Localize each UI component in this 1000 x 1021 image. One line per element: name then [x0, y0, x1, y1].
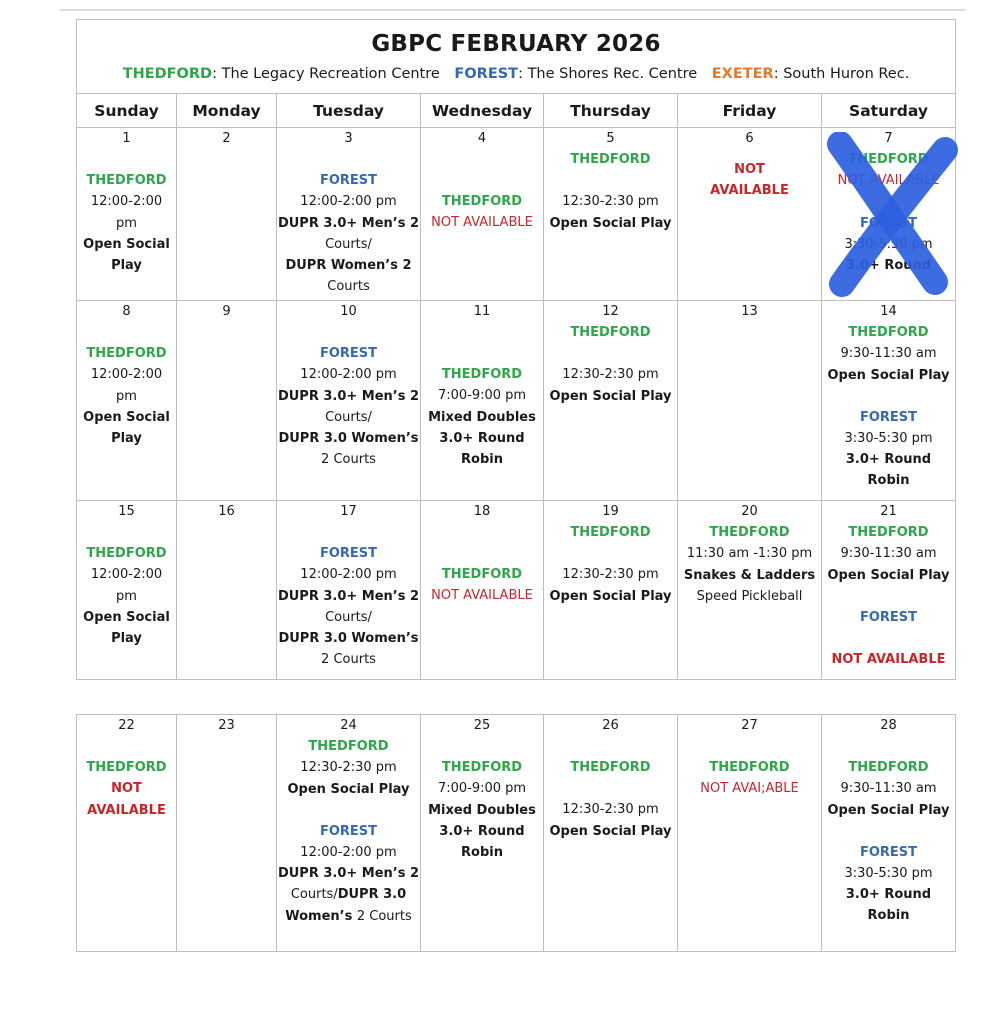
day-cell-11 [421, 301, 544, 501]
day-cell-2 [177, 128, 277, 301]
day-number: 10 [340, 304, 357, 319]
event-line: 11:30 am -1:30 pm [686, 546, 813, 562]
calendar [76, 19, 955, 952]
day-number: 23 [218, 718, 235, 733]
event-line: 12:00-2:00 [90, 194, 163, 210]
day-number: 25 [473, 718, 491, 733]
event-line: Robin [461, 452, 503, 468]
location-label: FOREST [319, 173, 378, 189]
location-label: FOREST [319, 823, 378, 839]
legend-item-thedford: THEDFORD: The Legacy Recreation Centre [122, 66, 440, 82]
day-cell-13 [678, 301, 822, 501]
day-cell-18 [421, 501, 544, 680]
location-label: FOREST [859, 215, 918, 231]
event-line: DUPR 3.0+ Men’s 2 [277, 215, 420, 231]
location-label: THEDFORD [86, 546, 167, 562]
location-label: THEDFORD [441, 567, 523, 583]
event-line: NOT AVAILABLE [831, 652, 946, 668]
day-number: 7 [884, 131, 893, 146]
event-line: 2 Courts [321, 452, 376, 468]
event-line: DUPR 3.0 Women’s [278, 631, 419, 647]
day-number: 1 [122, 131, 131, 146]
event-line: 3.0+ Round [439, 823, 525, 839]
week-row [77, 301, 956, 501]
location-label: THEDFORD [308, 739, 389, 755]
event-line: Mixed Doubles [428, 409, 536, 425]
event-line: NOT [734, 162, 765, 178]
day-cell-9 [177, 301, 277, 501]
day-cell-28 [822, 715, 956, 952]
location-legend [77, 66, 955, 82]
location-label: FOREST [319, 346, 378, 362]
event-line: Open Social Play [549, 388, 672, 404]
day-cell-25 [421, 715, 544, 952]
weekday-tuesday: Tuesday [277, 94, 421, 128]
event-line: pm [116, 215, 137, 231]
event-line: 7:00-9:00 pm [437, 781, 527, 797]
day-number: 15 [118, 504, 135, 519]
day-cell-15 [77, 501, 177, 680]
event-line: 12:00-2:00 pm [300, 367, 397, 383]
location-label: FOREST [319, 546, 378, 562]
day-number: 20 [741, 504, 758, 519]
event-line: Courts/ [325, 236, 372, 252]
location-label: THEDFORD [86, 346, 167, 362]
day-number: 13 [741, 304, 758, 319]
event-line: 7:00-9:00 pm [437, 388, 527, 404]
day-number: 22 [118, 718, 135, 733]
event-line: DUPR Women’s 2 [285, 258, 412, 274]
day-cell-10 [277, 301, 421, 501]
day-cell-27 [678, 715, 822, 952]
location-label: THEDFORD [570, 525, 651, 541]
weekday-sunday: Sunday [77, 94, 177, 128]
event-line: pm [116, 588, 137, 604]
event-line: DUPR 3.0+ Men’s 2 [277, 388, 420, 404]
top-divider [60, 9, 965, 11]
event-line: Women’s 2 Courts [285, 908, 412, 924]
event-line: NOT AVAILABLE [431, 588, 533, 604]
day-number: 8 [122, 304, 131, 319]
day-number: 12 [602, 304, 619, 319]
day-number: 27 [741, 718, 758, 733]
week-row [77, 128, 956, 301]
week-row [77, 715, 956, 952]
event-line: 3:30-5:30 pm [844, 866, 933, 882]
event-line: Courts/DUPR 3.0 [290, 887, 407, 903]
day-cell-19 [544, 501, 678, 680]
event-line: Snakes & Ladders [683, 567, 816, 583]
day-number: 2 [222, 131, 231, 146]
event-line: 12:30-2:30 pm [562, 567, 659, 583]
day-cell-4 [421, 128, 544, 301]
day-number: 16 [218, 504, 235, 519]
event-line: Open Social Play [549, 823, 672, 839]
event-line: Open Social [83, 236, 170, 252]
calendar-bottom-table [76, 714, 956, 952]
event-line: Courts/ [325, 409, 372, 425]
day-cell-12 [544, 301, 678, 501]
event-line: Courts [327, 279, 370, 295]
event-line: Open Social Play [827, 802, 950, 818]
event-line: Robin [867, 473, 910, 489]
event-line: 9:30-11:30 am [840, 346, 937, 362]
day-number: 4 [477, 131, 487, 146]
day-number: 3 [344, 131, 353, 146]
event-line: 3.0+ Round [845, 258, 932, 274]
weekday-monday: Monday [177, 94, 277, 128]
location-label: THEDFORD [441, 760, 523, 776]
event-line: pm [116, 388, 137, 404]
event-line: Open Social Play [827, 367, 950, 383]
event-line: DUPR 3.0+ Men’s 2 [277, 588, 420, 604]
day-cell-17 [277, 501, 421, 680]
day-cell-26 [544, 715, 678, 952]
location-label: THEDFORD [848, 760, 929, 776]
week-row [77, 501, 956, 680]
weekday-header-row [77, 94, 956, 128]
location-label: THEDFORD [570, 760, 651, 776]
event-line: 12:30-2:30 pm [562, 194, 659, 210]
location-label: THEDFORD [848, 152, 929, 168]
day-number: 21 [880, 504, 897, 519]
legend-item-exeter: EXETER: South Huron Rec. [711, 66, 910, 82]
day-number: 18 [473, 504, 491, 519]
event-line: NOT AVAI;ABLE [700, 781, 799, 797]
day-cell-20 [678, 501, 822, 680]
weekday-thursday: Thursday [544, 94, 678, 128]
location-label: THEDFORD [709, 525, 790, 541]
event-line: Open Social [83, 609, 170, 625]
event-line: Open Social [83, 409, 170, 425]
event-line: 3:30-5:30 pm [844, 236, 933, 252]
event-line: 12:00-2:00 pm [300, 194, 397, 210]
location-label: FOREST [859, 844, 918, 860]
day-number: 24 [340, 718, 357, 733]
location-label: THEDFORD [570, 325, 651, 341]
day-number: 6 [745, 131, 754, 146]
day-number: 19 [602, 504, 619, 519]
event-line: Open Social Play [827, 567, 950, 583]
event-line: DUPR 3.0+ Men’s 2 [277, 866, 420, 882]
location-label: THEDFORD [86, 760, 167, 776]
event-line: Courts/ [325, 609, 372, 625]
page-title: GBPC FEBRUARY 2026 [371, 31, 661, 57]
event-line: 9:30-11:30 am [840, 781, 937, 797]
location-label: THEDFORD [441, 367, 523, 383]
day-cell-1 [77, 128, 177, 301]
event-line: DUPR 3.0 Women’s [278, 431, 419, 447]
day-number: 14 [880, 304, 897, 319]
weekday-friday: Friday [678, 94, 822, 128]
day-cell-21 [822, 501, 956, 680]
day-cell-14 [822, 301, 956, 501]
location-label: FOREST [859, 609, 918, 625]
event-line: 12:00-2:00 [90, 567, 163, 583]
day-cell-8 [77, 301, 177, 501]
event-line: AVAILABLE [87, 802, 166, 818]
event-line: 3.0+ Round [845, 887, 932, 903]
day-number: 17 [340, 504, 357, 519]
event-line: Speed Pickleball [696, 588, 803, 604]
event-line: 12:00-2:00 [90, 367, 163, 383]
event-line: Open Social Play [549, 588, 672, 604]
event-line: Open Social Play [287, 781, 410, 797]
event-line: 3.0+ Round [439, 430, 525, 446]
event-line: 3:30-5:30 pm [844, 431, 933, 447]
day-cell-6 [678, 128, 822, 301]
location-label: THEDFORD [570, 152, 651, 168]
event-line: 2 Courts [321, 652, 376, 668]
weekday-saturday: Saturday [822, 94, 956, 128]
event-line: Play [111, 631, 142, 647]
location-label: THEDFORD [848, 325, 929, 341]
day-number: 11 [473, 304, 491, 319]
location-label: THEDFORD [709, 760, 790, 776]
event-line: 12:30-2:30 pm [300, 760, 397, 776]
event-line: NOT AVAILABLE [837, 173, 940, 189]
day-cell-16 [177, 501, 277, 680]
event-line: NOT [111, 781, 142, 797]
day-number: 9 [222, 304, 231, 319]
event-line: Robin [867, 908, 910, 924]
weekday-wednesday: Wednesday [421, 94, 544, 128]
event-line: 12:30-2:30 pm [562, 367, 659, 383]
event-line: 3.0+ Round [845, 452, 932, 468]
day-number: 5 [606, 131, 615, 146]
event-line: AVAILABLE [710, 183, 789, 199]
calendar-header [77, 20, 956, 94]
event-line: NOT AVAILABLE [431, 215, 533, 231]
location-label: THEDFORD [848, 525, 929, 541]
event-line: Play [111, 258, 142, 274]
day-number: 28 [880, 718, 897, 733]
day-cell-3 [277, 128, 421, 301]
event-line: Mixed Doubles [428, 802, 536, 818]
location-label: THEDFORD [86, 173, 167, 189]
day-cell-7 [822, 128, 956, 301]
event-line: 12:30-2:30 pm [562, 802, 659, 818]
day-cell-22 [77, 715, 177, 952]
location-label: FOREST [859, 409, 918, 425]
day-cell-23 [177, 715, 277, 952]
event-line: Open Social Play [549, 215, 672, 231]
event-line: 9:30-11:30 am [840, 546, 937, 562]
location-label: THEDFORD [441, 194, 523, 210]
legend-item-forest: FOREST: The Shores Rec. Centre [454, 66, 698, 82]
event-line: 12:00-2:00 pm [300, 567, 397, 583]
day-cell-5 [544, 128, 678, 301]
calendar-top-table [76, 19, 956, 680]
event-line: 12:00-2:00 pm [300, 845, 397, 861]
event-line: Robin [461, 845, 503, 861]
event-line: Play [111, 431, 142, 447]
day-cell-24 [277, 715, 421, 952]
day-number: 26 [602, 718, 619, 733]
